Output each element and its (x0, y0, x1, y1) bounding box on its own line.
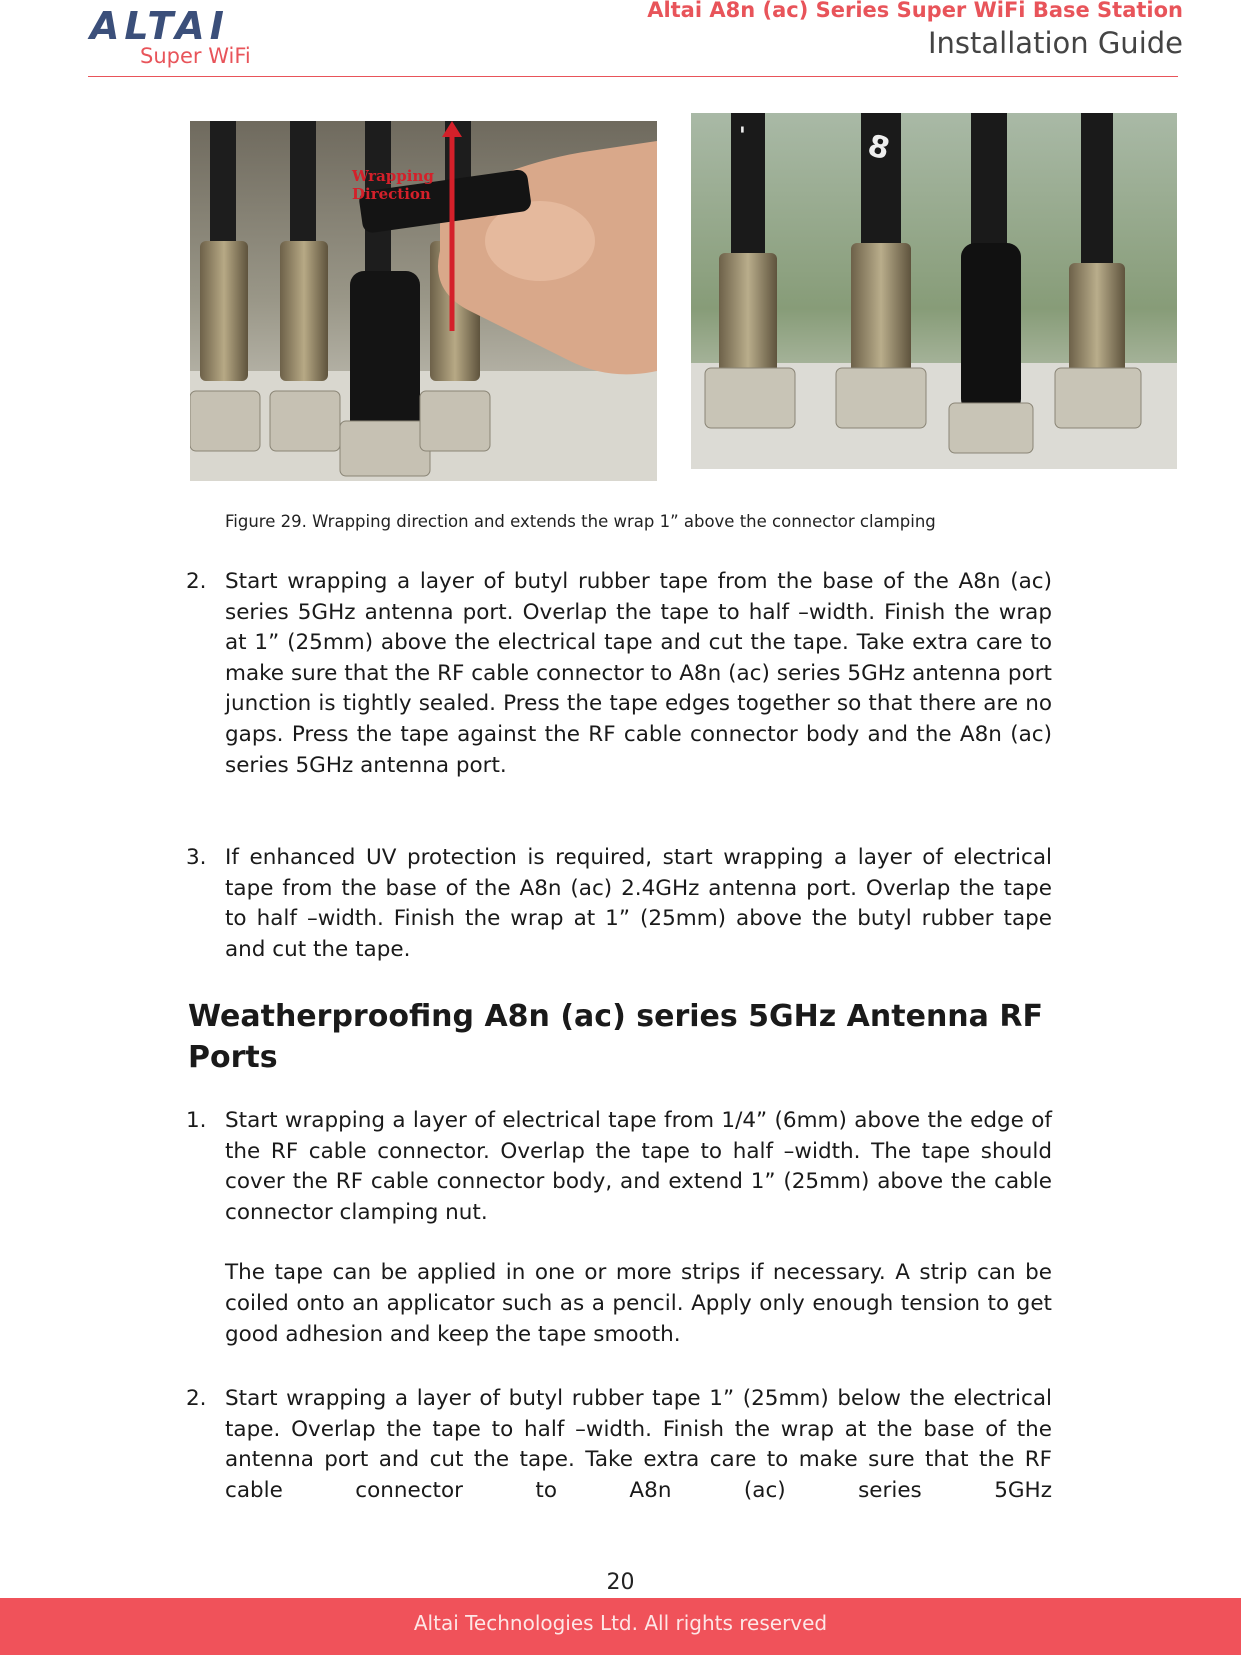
list-item (186, 1384, 1052, 1506)
annotation-direction: Direction (352, 185, 431, 203)
photo-wrapping-direction (190, 121, 657, 481)
annotation-wrapping: Wrapping (352, 167, 434, 185)
logo-tagline: Super WiFi (140, 44, 251, 68)
header-divider (88, 76, 1178, 77)
cable-marking: 8 (864, 128, 894, 168)
section-heading: Weatherproofing A8n (ac) series 5GHz Antenna RF Ports (188, 999, 1043, 1075)
footer-copyright: Altai Technologies Ltd. All rights reserved (0, 1598, 1241, 1655)
list-item-number: 2. (186, 569, 207, 594)
list-item-text: Start wrapping a layer of butyl rubber tape from the base of the A8n (ac) series 5GHz antenna port. Overlap the tape to half –width. Finish the wrap at 1” (25mm) above the electrical tape and cut the tape. Take extra care to make sure that the RF cable connector to A8n (ac) series 5GHz antenna port junction is tightly sealed. Press the tape edges together so that there are no gaps. Press the tape against the RF cable connector body and the A8n (ac) series 5GHz antenna port. (225, 569, 1052, 778)
figure-caption: Figure 29. Wrapping direction and extends the wrap 1” above the connector clamping (225, 512, 936, 531)
list-item-number: 3. (186, 845, 207, 870)
altai-logo (90, 4, 330, 68)
cable-marking: ' (739, 124, 746, 149)
logo-wordmark: ALTAI (90, 4, 229, 48)
page-number: 20 (606, 1570, 635, 1595)
list-item-text: Start wrapping a layer of electrical tape from 1/4” (6mm) above the edge of the RF cable connector. Overlap the tape to half –width. The tape should cover the RF cable connector body, and extend 1” (25mm) above the cable connector clamping nut. (225, 1108, 1052, 1225)
list-item-text: Start wrapping a layer of butyl rubber tape 1” (25mm) below the electrical tape. Overlap the tape to half –width. Finish the wrap at the base of the antenna port and cut the tape. Take extra care to make sure that the RF cable connector to A8n (ac) series 5GHz (225, 1386, 1052, 1503)
list-item-number: 1. (186, 1108, 207, 1133)
photo-wrapped-connector-illustration (691, 113, 1177, 469)
header-title: Altai A8n (ac) Series Super WiFi Base Station (647, 0, 1183, 22)
list-item-note: The tape can be applied in one or more strips if necessary. A strip can be coiled onto an applicator such as a pencil. Apply only enough tension to get good adhesion and keep the tape smooth. (225, 1260, 1052, 1347)
list-item (186, 567, 1052, 781)
list-item-number: 2. (186, 1386, 207, 1411)
header-subtitle: Installation Guide (928, 26, 1183, 60)
list-item (186, 843, 1052, 965)
list-item (186, 1106, 1052, 1350)
photo-wrapping-direction-illustration (190, 121, 657, 481)
photo-wrapped-connector (691, 113, 1177, 469)
list-item-text: If enhanced UV protection is required, start wrapping a layer of electrical tape from the base of the A8n (ac) 2.4GHz antenna port. Overlap the tape to half –width. Finish the wrap at 1” (25mm) above the butyl rubber tape and cut the tape. (225, 845, 1052, 962)
